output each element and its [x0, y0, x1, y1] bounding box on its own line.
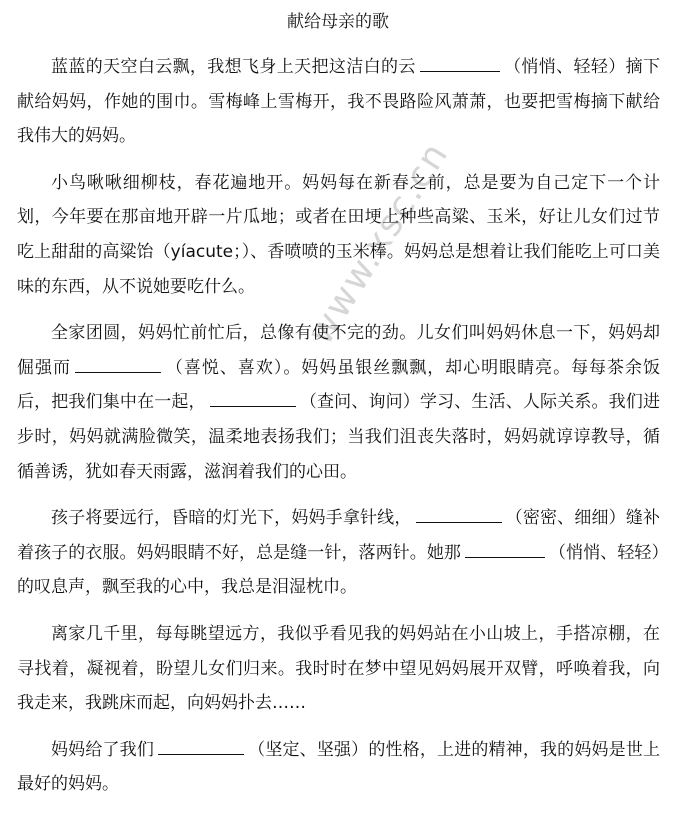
paragraph-3-text-b: （喜悦、喜欢）。妈妈虽银丝飘飘，却心明眼睛亮。每每茶余饭后，把我们集中在一起，	[17, 357, 661, 413]
blank-1	[420, 70, 500, 72]
paragraph-3-text-c: （查问、询问）学习、生活、人际关系。我们进步时，妈妈就满脸微笑，温柔地表扬我们；当我们沮丧失落时，妈妈就谆谆教导，循循善诱，犹如春天雨露，滋润着我们的心田。	[17, 392, 660, 482]
paragraph-4-text-b: （密密、细细）缝补着孩子的衣服。妈妈眼睛不好，总是缝一针，落两针。她那	[17, 508, 660, 563]
paragraph-6	[17, 733, 660, 802]
paragraph-4-text-c: （悄悄、轻轻）的叹息声，飘至我的心中，我总是泪湿枕巾。	[17, 542, 660, 598]
blank-6	[158, 753, 244, 755]
page-title: 献给母亲的歌	[287, 12, 389, 32]
blank-4	[416, 521, 502, 523]
watermark: www.xsc.cn	[300, 134, 457, 352]
paragraph-3-text-a: 全家团圆，妈妈忙前忙后，总像有使不完的劲。儿女们叫妈妈休息一下，妈妈却倔强而	[17, 323, 660, 378]
paragraph-1-text-a: 蓝蓝的天空白云飘，我想飞身上天把这洁白的云	[51, 57, 416, 77]
paragraph-5-text-a: 离家几千里，每每眺望远方，我似乎看见我的妈妈站在小山坡上，手搭凉棚，在寻找着，凝视着，盼望儿女们归来。我时时在梦中望见妈妈展开双臂，呼唤着我，向我走来，我跳床而起，向妈妈扑去……	[17, 623, 660, 714]
paragraph-6-text-a: 妈妈给了我们	[51, 739, 154, 760]
paragraph-3	[17, 316, 660, 489]
article-body	[17, 50, 660, 814]
paragraph-4-text-a: 孩子将要远行，昏暗的灯光下，妈妈手拿针线，	[51, 508, 412, 529]
paragraph-1-text-b: （悄悄、轻轻）摘下献给妈妈，作她的围巾。雪梅峰上雪梅开，我不畏路险风萧萧，也要把雪梅摘下献给我伟大的妈妈。	[17, 57, 661, 147]
paragraph-4	[17, 501, 660, 605]
paragraph-2-text-a: 小鸟啾啾细柳枝，春花遍地开。妈妈每在新春之前，总是要为自己定下一个计划，今年要在那亩地开辟一片瓜地；或者在田埂上种些高粱、玉米，好让儿女们过节吃上甜甜的高粱饴（yíacute；）、香喷喷的玉米棒。妈妈总是想着让我们能吃上可口美味的东西，从不说她要吃什么。	[17, 172, 660, 297]
paragraph-2	[17, 166, 660, 304]
paragraph-6-text-b: （坚定、坚强）的性格，上进的精神，我的妈妈是世上最好的妈妈。	[17, 739, 660, 795]
blank-2	[75, 371, 161, 373]
paragraph-1	[17, 50, 660, 154]
blank-5	[465, 556, 545, 558]
paragraph-5	[17, 617, 660, 721]
blank-3	[210, 405, 296, 407]
